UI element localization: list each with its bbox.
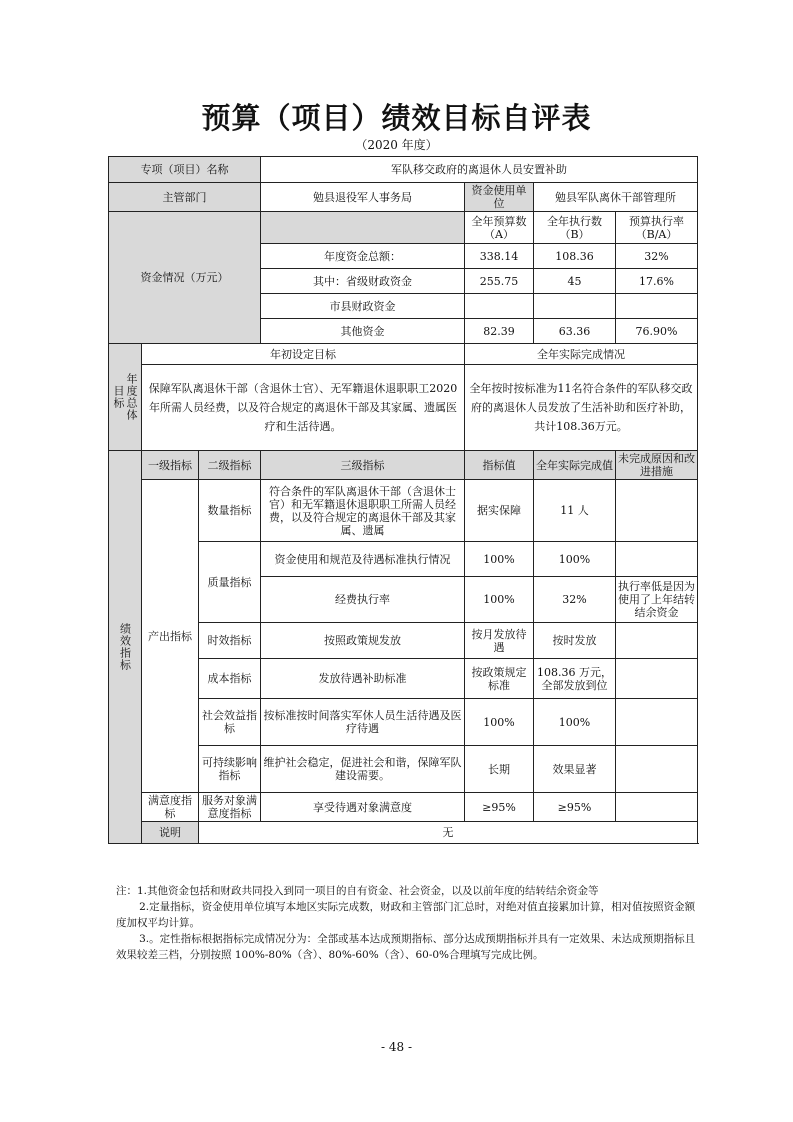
funds-row-rate: 32% bbox=[616, 244, 698, 269]
level1-satisfaction: 满意度指标 bbox=[142, 793, 199, 822]
level3-indicator: 资金使用和规范及待遇标准执行情况 bbox=[261, 542, 465, 577]
level2-indicator: 时效指标 bbox=[199, 623, 261, 659]
year-label: （2020 年度） bbox=[355, 138, 438, 152]
header-level3: 三级指标 bbox=[261, 451, 465, 480]
funds-row-executed bbox=[534, 294, 616, 319]
funds-row-budget: 338.14 bbox=[465, 244, 534, 269]
funds-row-name: 年度资金总额： bbox=[261, 244, 465, 269]
level2-indicator: 数量指标 bbox=[199, 480, 261, 542]
level2-indicator: 社会效益指标 bbox=[199, 699, 261, 746]
level3-indicator: 符合条件的军队离退休干部（含退休士官）和无军籍退休退职职工所需人员经费，以及符合规定的离退休干部及其家属、遗属 bbox=[261, 480, 465, 542]
funds-row-rate: 17.6% bbox=[616, 269, 698, 294]
funds-row-budget: 82.39 bbox=[465, 319, 534, 344]
actual-value: 32% bbox=[534, 577, 616, 623]
actual-value: 11 人 bbox=[534, 480, 616, 542]
level3-indicator: 经费执行率 bbox=[261, 577, 465, 623]
target-value: 按政策规定标准 bbox=[465, 659, 534, 699]
footnotes bbox=[116, 883, 696, 963]
funds-row-name: 其他资金 bbox=[261, 319, 465, 344]
funds-header-rate: 预算执行率（B/A） bbox=[616, 212, 698, 244]
funds-row-budget bbox=[465, 294, 534, 319]
reason-value bbox=[616, 659, 698, 699]
funds-header-executed: 全年执行数（B） bbox=[534, 212, 616, 244]
level3-indicator: 按标准按时间落实军休人员生活待遇及医疗待遇 bbox=[261, 699, 465, 746]
header-level1: 一级指标 bbox=[142, 451, 199, 480]
actual-value: 108.36 万元，全部发放到位 bbox=[534, 659, 616, 699]
remark-value: 无 bbox=[199, 822, 698, 844]
funds-header-budget: 全年预算数（A） bbox=[465, 212, 534, 244]
funds-row-executed: 45 bbox=[534, 269, 616, 294]
target-value: ≥95% bbox=[465, 793, 534, 822]
actual-value: 100% bbox=[534, 542, 616, 577]
reason-value bbox=[616, 793, 698, 822]
level3-indicator: 维护社会稳定，促进社会和谐，保障军队建设需要。 bbox=[261, 746, 465, 793]
funds-header-blank bbox=[261, 212, 465, 244]
reason-value bbox=[616, 746, 698, 793]
funds-row-name: 其中：省级财政资金 bbox=[261, 269, 465, 294]
funds-row-rate: 76.90% bbox=[616, 319, 698, 344]
footnote: 2.定量指标，资金使用单位填写本地区实际完成数，财政和主管部门汇总时，对绝对值直接累加计算，相对值按照资金额度加权平均计算。 bbox=[116, 901, 696, 929]
actual-completion-text: 全年按时按标准为11名符合条件的军队移交政府的离退休人员发放了生活补助和医疗补助，共计108.36万元。 bbox=[465, 365, 698, 451]
funds-label: 资金情况（万元） bbox=[109, 212, 261, 344]
target-value: 长期 bbox=[465, 746, 534, 793]
reason-value bbox=[616, 542, 698, 577]
reason-value bbox=[616, 480, 698, 542]
level3-indicator: 按照政策规发放 bbox=[261, 623, 465, 659]
fund-user-label: 资金使用单位 bbox=[465, 183, 534, 212]
footnote: 注：1.其他资金包括和财政共同投入到同一项目的自有资金、社会资金，以及以前年度的结转结余资金等 bbox=[116, 885, 599, 897]
footnote: 3.。定性指标根据指标完成情况分为：全部或基本达成预期指标、部分达成预期指标并具有一定效果、未达成预期指标且效果较差三档，分别按照 100%-80%（含）、80%-60%（含）、60-0%合理填写完成比例。 bbox=[116, 933, 696, 961]
reason-value: 执行率低是因为使用了上年结转结余资金 bbox=[616, 577, 698, 623]
remark-label: 说明 bbox=[142, 822, 199, 844]
annual-goals-label: 年度总体目标 bbox=[109, 344, 142, 451]
actual-value: ≥95% bbox=[534, 793, 616, 822]
fund-user-value: 勉县军队离休干部管理所 bbox=[534, 183, 698, 212]
self-evaluation-table bbox=[108, 156, 698, 844]
level2-indicator: 成本指标 bbox=[199, 659, 261, 699]
header-level2: 二级指标 bbox=[199, 451, 261, 480]
dept-label: 主管部门 bbox=[109, 183, 261, 212]
actual-value: 效果显著 bbox=[534, 746, 616, 793]
page-title: 预算（项目）绩效目标自评表 bbox=[201, 101, 592, 135]
reason-value bbox=[616, 699, 698, 746]
target-value: 100% bbox=[465, 542, 534, 577]
funds-row-executed: 63.36 bbox=[534, 319, 616, 344]
funds-row-rate bbox=[616, 294, 698, 319]
actual-value: 100% bbox=[534, 699, 616, 746]
target-value: 100% bbox=[465, 577, 534, 623]
target-value: 100% bbox=[465, 699, 534, 746]
page-number: - 48 - bbox=[380, 1040, 412, 1054]
reason-value bbox=[616, 623, 698, 659]
level2-indicator: 可持续影响指标 bbox=[199, 746, 261, 793]
header-reason: 未完成原因和改进措施 bbox=[616, 451, 698, 480]
header-target-value: 指标值 bbox=[465, 451, 534, 480]
set-goal-header: 年初设定目标 bbox=[142, 344, 465, 365]
performance-indicators-label: 绩效指标 bbox=[109, 451, 142, 844]
project-name-value: 军队移交政府的离退休人员安置补助 bbox=[261, 157, 698, 183]
level1-output: 产出指标 bbox=[142, 480, 199, 793]
level2-indicator: 服务对象满意度指标 bbox=[199, 793, 261, 822]
actual-value: 按时发放 bbox=[534, 623, 616, 659]
target-value: 据实保障 bbox=[465, 480, 534, 542]
level3-indicator: 发放待遇补助标准 bbox=[261, 659, 465, 699]
funds-row-executed: 108.36 bbox=[534, 244, 616, 269]
header-actual-value: 全年实际完成值 bbox=[534, 451, 616, 480]
target-value: 按月发放待遇 bbox=[465, 623, 534, 659]
project-name-label: 专项（项目）名称 bbox=[109, 157, 261, 183]
set-goal-text: 保障军队离退休干部（含退休士官）、无军籍退休退职职工2020 年所需人员经费，以及符合规定的离退休干部及其家属、遗属医疗和生活待遇。 bbox=[142, 365, 465, 451]
funds-row-budget: 255.75 bbox=[465, 269, 534, 294]
level3-indicator: 享受待遇对象满意度 bbox=[261, 793, 465, 822]
level2-indicator: 质量指标 bbox=[199, 542, 261, 623]
dept-value: 勉县退役军人事务局 bbox=[261, 183, 465, 212]
actual-completion-header: 全年实际完成情况 bbox=[465, 344, 698, 365]
funds-row-name: 市县财政资金 bbox=[261, 294, 465, 319]
